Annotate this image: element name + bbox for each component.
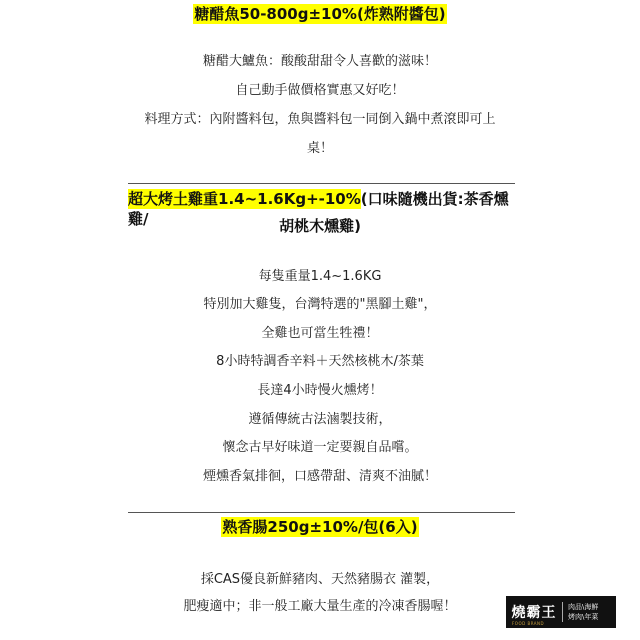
logo-subtitle: FOOD BRAND: [512, 621, 545, 626]
divider: [128, 512, 515, 513]
desc-line: 採CAS優良新鮮豬肉、天然豬腸衣 灌製，: [200, 572, 440, 587]
desc-line: 特別加大雞隻，台灣特選的"黑腳土雞"，: [203, 297, 437, 312]
desc-line: 桌！: [306, 141, 333, 156]
desc-line: 自己動手做價格實惠又好吃！: [235, 83, 405, 98]
title-highlight: 超大烤土雞重1.4~1.6Kg+-10%: [128, 190, 361, 208]
logo-name: 燒霸王: [511, 605, 557, 621]
desc-line: 肥瘦適中；非一般工廠大量生產的冷凍香腸喔！: [183, 599, 457, 614]
desc-line: 懷念古早好味道一定要親自品嚐。: [222, 440, 418, 455]
title-highlight: 熟香腸250g±10%/包(6入): [222, 518, 418, 536]
section-title-sweet-sour-fish: [0, 4, 640, 24]
brand-logo: [506, 596, 616, 628]
desc-line: 全雞也可當生牲禮！: [261, 326, 379, 341]
desc-line: 長達4小時慢火燻烤！: [257, 383, 383, 398]
desc-line: 遵循傳統古法滷製技術，: [248, 412, 392, 427]
logo-tag-line: 烤肉\年菜: [568, 613, 599, 621]
desc-line: 煙燻香氣排徊，口感帶甜、清爽不油膩！: [202, 469, 437, 484]
desc-line: 每隻重量1.4~1.6KG: [258, 269, 382, 284]
desc-line: 料理方式：內附醬料包，魚與醬料包一同倒入鍋中煮滾即可上: [144, 112, 496, 127]
desc-line: 糖醋大鱸魚：酸酸甜甜令人喜歡的滋味！: [202, 54, 437, 69]
logo-tag-line: 肉品\海鮮: [568, 603, 599, 611]
section-title-sausage: [0, 517, 640, 537]
title-highlight: 糖醋魚50-800g±10%(炸熟附醬包): [194, 5, 446, 23]
divider: [128, 183, 515, 184]
desc-line: 8小時特調香辛料＋天然核桃木/茶葉: [216, 354, 424, 369]
title-rest: (口味隨機出貨:茶香燻雞/: [128, 190, 509, 228]
logo-tags: [563, 602, 598, 622]
section-title-line2: 胡桃木燻雞): [279, 217, 361, 235]
